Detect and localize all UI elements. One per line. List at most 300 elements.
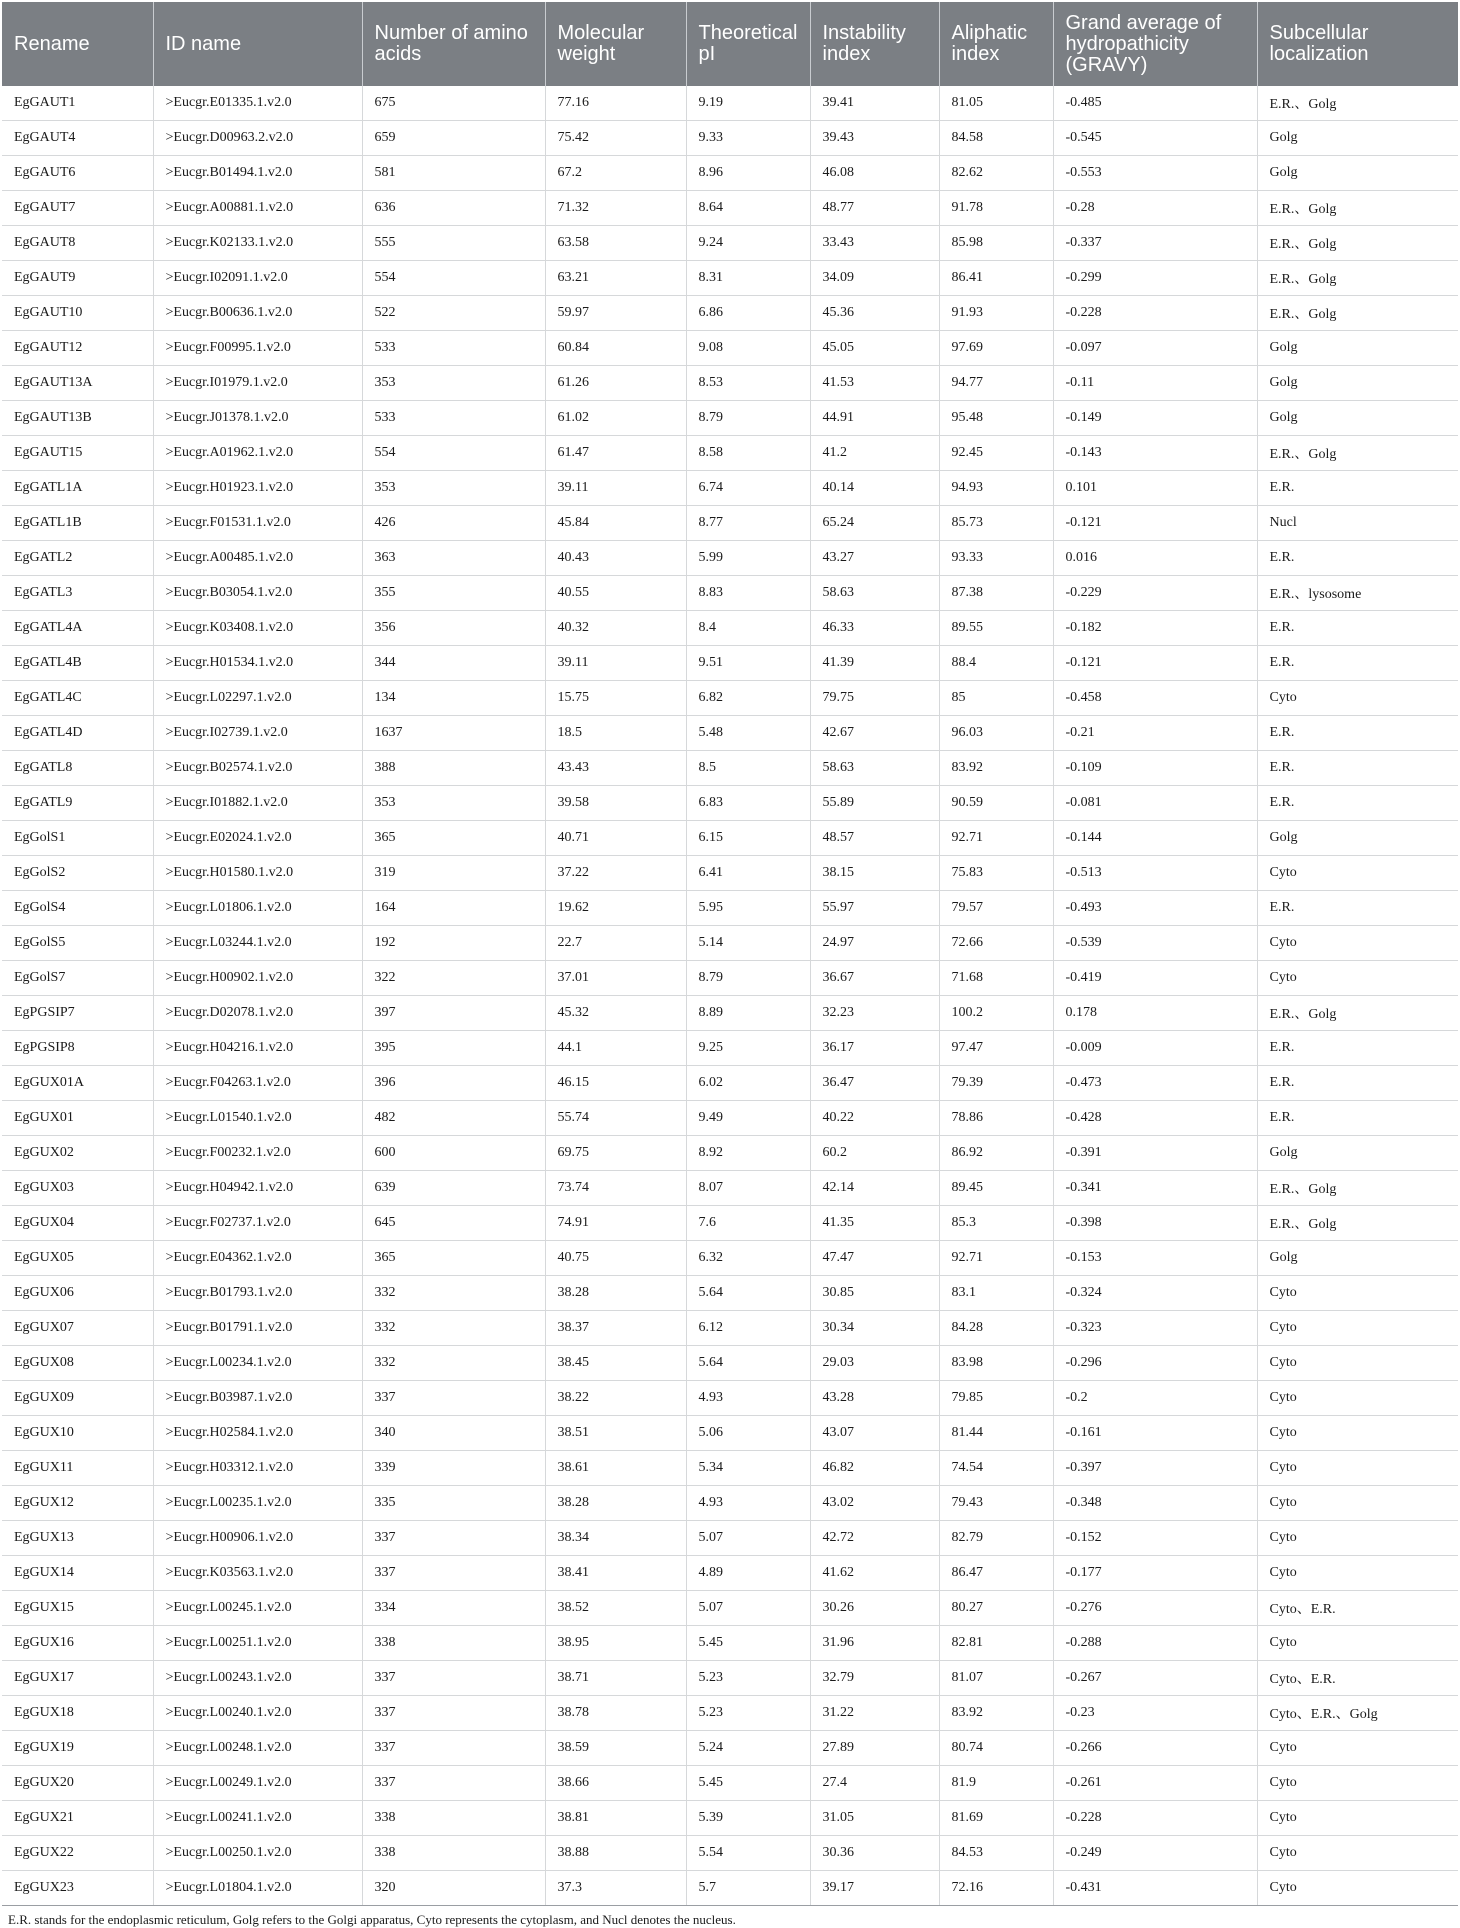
- table-cell: EgGUX08: [2, 1346, 153, 1381]
- table-cell: 533: [362, 331, 545, 366]
- table-cell: >Eucgr.H01580.1.v2.0: [153, 856, 362, 891]
- table-cell: 397: [362, 996, 545, 1031]
- table-cell: 83.1: [939, 1276, 1053, 1311]
- table-cell: Golg: [1257, 401, 1458, 436]
- table-cell: >Eucgr.L00251.1.v2.0: [153, 1626, 362, 1661]
- table-cell: EgGUX13: [2, 1521, 153, 1556]
- table-cell: EgGATL3: [2, 576, 153, 611]
- table-cell: >Eucgr.H02584.1.v2.0: [153, 1416, 362, 1451]
- table-cell: 90.59: [939, 786, 1053, 821]
- table-cell: 75.83: [939, 856, 1053, 891]
- table-cell: 8.92: [686, 1136, 810, 1171]
- table-cell: 5.64: [686, 1276, 810, 1311]
- table-cell: 83.92: [939, 751, 1053, 786]
- table-cell: 9.24: [686, 226, 810, 261]
- table-cell: -0.323: [1053, 1311, 1257, 1346]
- table-cell: -0.2: [1053, 1381, 1257, 1416]
- table-cell: 74.91: [545, 1206, 686, 1241]
- table-cell: E.R.: [1257, 1066, 1458, 1101]
- table-cell: E.R.: [1257, 716, 1458, 751]
- table-cell: >Eucgr.L01806.1.v2.0: [153, 891, 362, 926]
- table-cell: 365: [362, 1241, 545, 1276]
- table-cell: E.R.、Golg: [1257, 1206, 1458, 1241]
- table-cell: 581: [362, 156, 545, 191]
- table-cell: 38.59: [545, 1731, 686, 1766]
- table-cell: 45.36: [810, 296, 939, 331]
- table-cell: -0.249: [1053, 1836, 1257, 1871]
- table-cell: Cyto: [1257, 856, 1458, 891]
- table-cell: -0.228: [1053, 1801, 1257, 1836]
- table-cell: 39.17: [810, 1871, 939, 1906]
- table-row: [2, 1486, 1458, 1521]
- table-cell: 94.77: [939, 366, 1053, 401]
- table-cell: 77.16: [545, 86, 686, 121]
- table-row: [2, 86, 1458, 121]
- table-cell: 332: [362, 1276, 545, 1311]
- table-cell: >Eucgr.B02574.1.v2.0: [153, 751, 362, 786]
- table-cell: -0.485: [1053, 86, 1257, 121]
- table-cell: 43.07: [810, 1416, 939, 1451]
- table-cell: >Eucgr.K03408.1.v2.0: [153, 611, 362, 646]
- table-cell: -0.337: [1053, 226, 1257, 261]
- header-row: [2, 2, 1458, 86]
- table-cell: 81.44: [939, 1416, 1053, 1451]
- table-cell: >Eucgr.F01531.1.v2.0: [153, 506, 362, 541]
- table-cell: 6.82: [686, 681, 810, 716]
- table-cell: 334: [362, 1591, 545, 1626]
- table-cell: >Eucgr.B03054.1.v2.0: [153, 576, 362, 611]
- table-cell: 38.95: [545, 1626, 686, 1661]
- table-cell: EgGAUT10: [2, 296, 153, 331]
- table-cell: EgPGSIP7: [2, 996, 153, 1031]
- table-cell: >Eucgr.H00906.1.v2.0: [153, 1521, 362, 1556]
- table-cell: Golg: [1257, 156, 1458, 191]
- table-cell: 344: [362, 646, 545, 681]
- table-row: [2, 366, 1458, 401]
- table-cell: EgGATL1B: [2, 506, 153, 541]
- table-cell: 65.24: [810, 506, 939, 541]
- table-cell: -0.21: [1053, 716, 1257, 751]
- table-cell: 83.98: [939, 1346, 1053, 1381]
- table-row: [2, 786, 1458, 821]
- table-cell: EgGUX06: [2, 1276, 153, 1311]
- table-cell: 59.97: [545, 296, 686, 331]
- table-cell: 86.47: [939, 1556, 1053, 1591]
- table-cell: 85.3: [939, 1206, 1053, 1241]
- table-cell: 38.81: [545, 1801, 686, 1836]
- table-cell: -0.324: [1053, 1276, 1257, 1311]
- table-cell: 5.48: [686, 716, 810, 751]
- table-cell: 72.16: [939, 1871, 1053, 1906]
- table-cell: EgGATL1A: [2, 471, 153, 506]
- table-cell: 87.38: [939, 576, 1053, 611]
- table-cell: -0.428: [1053, 1101, 1257, 1136]
- table-cell: 8.79: [686, 961, 810, 996]
- table-cell: 84.58: [939, 121, 1053, 156]
- table-row: [2, 401, 1458, 436]
- table-cell: EgGAUT15: [2, 436, 153, 471]
- table-cell: >Eucgr.I02091.1.v2.0: [153, 261, 362, 296]
- table-cell: 48.77: [810, 191, 939, 226]
- table-cell: -0.398: [1053, 1206, 1257, 1241]
- table-cell: 6.02: [686, 1066, 810, 1101]
- table-cell: -0.153: [1053, 1241, 1257, 1276]
- table-cell: 555: [362, 226, 545, 261]
- table-cell: EgGUX12: [2, 1486, 153, 1521]
- table-cell: 39.11: [545, 471, 686, 506]
- table-cell: Golg: [1257, 1241, 1458, 1276]
- table-cell: 0.016: [1053, 541, 1257, 576]
- table-cell: -0.121: [1053, 506, 1257, 541]
- table-cell: 83.92: [939, 1696, 1053, 1731]
- table-cell: Cyto: [1257, 1521, 1458, 1556]
- table-cell: 353: [362, 471, 545, 506]
- table-cell: 85: [939, 681, 1053, 716]
- table-cell: Cyto: [1257, 1486, 1458, 1521]
- table-cell: 36.17: [810, 1031, 939, 1066]
- table-cell: 80.27: [939, 1591, 1053, 1626]
- table-cell: 42.72: [810, 1521, 939, 1556]
- table-cell: -0.473: [1053, 1066, 1257, 1101]
- table-cell: EgGAUT6: [2, 156, 153, 191]
- table-cell: E.R.、Golg: [1257, 191, 1458, 226]
- table-cell: 58.63: [810, 576, 939, 611]
- table-cell: -0.109: [1053, 751, 1257, 786]
- table-cell: 1637: [362, 716, 545, 751]
- table-cell: 5.23: [686, 1661, 810, 1696]
- table-cell: 38.78: [545, 1696, 686, 1731]
- table-cell: 645: [362, 1206, 545, 1241]
- table-cell: 39.41: [810, 86, 939, 121]
- table-cell: EgGATL4A: [2, 611, 153, 646]
- table-cell: E.R.: [1257, 786, 1458, 821]
- table-cell: 337: [362, 1556, 545, 1591]
- table-cell: 337: [362, 1661, 545, 1696]
- table-cell: Cyto: [1257, 1556, 1458, 1591]
- table-cell: 356: [362, 611, 545, 646]
- table-cell: >Eucgr.H04942.1.v2.0: [153, 1171, 362, 1206]
- column-header: Subcellular localization: [1257, 2, 1458, 86]
- table-cell: 9.33: [686, 121, 810, 156]
- table-row: [2, 1766, 1458, 1801]
- table-cell: 37.3: [545, 1871, 686, 1906]
- table-row: [2, 1276, 1458, 1311]
- table-cell: 72.66: [939, 926, 1053, 961]
- table-cell: EgGUX09: [2, 1381, 153, 1416]
- column-header: Grand average of hydropathicity (GRAVY): [1053, 2, 1257, 86]
- table-cell: 22.7: [545, 926, 686, 961]
- table-cell: >Eucgr.L00234.1.v2.0: [153, 1346, 362, 1381]
- table-cell: 38.28: [545, 1486, 686, 1521]
- table-cell: 81.05: [939, 86, 1053, 121]
- table-cell: 6.32: [686, 1241, 810, 1276]
- table-row: [2, 1241, 1458, 1276]
- table-cell: >Eucgr.F00232.1.v2.0: [153, 1136, 362, 1171]
- table-cell: -0.229: [1053, 576, 1257, 611]
- table-header: [2, 2, 1458, 86]
- table-cell: 388: [362, 751, 545, 786]
- table-cell: 32.23: [810, 996, 939, 1031]
- table-cell: 46.82: [810, 1451, 939, 1486]
- table-cell: -0.348: [1053, 1486, 1257, 1521]
- table-cell: EgGUX05: [2, 1241, 153, 1276]
- table-cell: 353: [362, 786, 545, 821]
- table-cell: >Eucgr.K02133.1.v2.0: [153, 226, 362, 261]
- table-row: [2, 856, 1458, 891]
- table-cell: >Eucgr.A00485.1.v2.0: [153, 541, 362, 576]
- table-cell: 74.54: [939, 1451, 1053, 1486]
- table-row: [2, 1416, 1458, 1451]
- table-cell: >Eucgr.B01793.1.v2.0: [153, 1276, 362, 1311]
- table-cell: 91.93: [939, 296, 1053, 331]
- table-cell: Cyto、E.R.、Golg: [1257, 1696, 1458, 1731]
- table-cell: 4.93: [686, 1381, 810, 1416]
- table-cell: -0.397: [1053, 1451, 1257, 1486]
- table-cell: EgGUX23: [2, 1871, 153, 1906]
- table-cell: 8.5: [686, 751, 810, 786]
- table-cell: EgGolS7: [2, 961, 153, 996]
- table-row: [2, 121, 1458, 156]
- table-cell: 332: [362, 1346, 545, 1381]
- table-cell: 5.07: [686, 1521, 810, 1556]
- table-cell: 31.05: [810, 1801, 939, 1836]
- table-cell: 79.39: [939, 1066, 1053, 1101]
- table-cell: 37.01: [545, 961, 686, 996]
- table-cell: E.R.、Golg: [1257, 86, 1458, 121]
- table-cell: 81.07: [939, 1661, 1053, 1696]
- table-cell: 332: [362, 1311, 545, 1346]
- table-cell: EgGUX14: [2, 1556, 153, 1591]
- table-cell: 337: [362, 1521, 545, 1556]
- table-cell: 95.48: [939, 401, 1053, 436]
- table-cell: Golg: [1257, 366, 1458, 401]
- table-cell: >Eucgr.L00250.1.v2.0: [153, 1836, 362, 1871]
- table-cell: 363: [362, 541, 545, 576]
- table-cell: 639: [362, 1171, 545, 1206]
- table-cell: EgGAUT4: [2, 121, 153, 156]
- table-row: [2, 471, 1458, 506]
- table-cell: >Eucgr.I01882.1.v2.0: [153, 786, 362, 821]
- table-cell: 27.4: [810, 1766, 939, 1801]
- table-cell: 636: [362, 191, 545, 226]
- table-container: [2, 2, 1458, 1928]
- table-cell: 8.4: [686, 611, 810, 646]
- table-cell: 31.22: [810, 1696, 939, 1731]
- table-cell: 18.5: [545, 716, 686, 751]
- table-row: [2, 506, 1458, 541]
- table-cell: Nucl: [1257, 506, 1458, 541]
- table-cell: 355: [362, 576, 545, 611]
- table-cell: EgGATL2: [2, 541, 153, 576]
- table-cell: 97.47: [939, 1031, 1053, 1066]
- table-cell: >Eucgr.B00636.1.v2.0: [153, 296, 362, 331]
- table-cell: 337: [362, 1766, 545, 1801]
- table-row: [2, 156, 1458, 191]
- table-cell: Cyto: [1257, 681, 1458, 716]
- table-cell: 84.53: [939, 1836, 1053, 1871]
- table-cell: 40.43: [545, 541, 686, 576]
- table-cell: 38.41: [545, 1556, 686, 1591]
- table-cell: -0.545: [1053, 121, 1257, 156]
- table-cell: 659: [362, 121, 545, 156]
- table-cell: 522: [362, 296, 545, 331]
- table-cell: 6.74: [686, 471, 810, 506]
- table-cell: 45.05: [810, 331, 939, 366]
- table-row: [2, 1801, 1458, 1836]
- table-cell: 79.57: [939, 891, 1053, 926]
- column-header: Theoretical pI: [686, 2, 810, 86]
- table-cell: -0.152: [1053, 1521, 1257, 1556]
- table-cell: 69.75: [545, 1136, 686, 1171]
- table-cell: 46.33: [810, 611, 939, 646]
- table-cell: >Eucgr.L00243.1.v2.0: [153, 1661, 362, 1696]
- table-cell: 38.88: [545, 1836, 686, 1871]
- table-cell: 337: [362, 1731, 545, 1766]
- table-cell: >Eucgr.H04216.1.v2.0: [153, 1031, 362, 1066]
- table-cell: E.R.: [1257, 1101, 1458, 1136]
- table-row: [2, 1731, 1458, 1766]
- table-row: [2, 716, 1458, 751]
- table-cell: 63.21: [545, 261, 686, 296]
- table-cell: E.R.、Golg: [1257, 436, 1458, 471]
- table-cell: >Eucgr.H00902.1.v2.0: [153, 961, 362, 996]
- table-cell: 85.98: [939, 226, 1053, 261]
- table-cell: >Eucgr.B01494.1.v2.0: [153, 156, 362, 191]
- table-cell: 15.75: [545, 681, 686, 716]
- table-cell: 32.79: [810, 1661, 939, 1696]
- table-cell: 38.51: [545, 1416, 686, 1451]
- table-cell: Golg: [1257, 1136, 1458, 1171]
- table-cell: Cyto: [1257, 1311, 1458, 1346]
- table-cell: 9.25: [686, 1031, 810, 1066]
- table-cell: 395: [362, 1031, 545, 1066]
- table-cell: -0.296: [1053, 1346, 1257, 1381]
- table-cell: 30.34: [810, 1311, 939, 1346]
- table-cell: >Eucgr.A00881.1.v2.0: [153, 191, 362, 226]
- table-cell: EgGUX01A: [2, 1066, 153, 1101]
- table-cell: >Eucgr.L00235.1.v2.0: [153, 1486, 362, 1521]
- table-cell: >Eucgr.L00249.1.v2.0: [153, 1766, 362, 1801]
- table-row: [2, 611, 1458, 646]
- table-cell: 533: [362, 401, 545, 436]
- table-cell: -0.144: [1053, 821, 1257, 856]
- table-cell: Cyto: [1257, 1626, 1458, 1661]
- table-cell: 84.28: [939, 1311, 1053, 1346]
- table-row: [2, 1626, 1458, 1661]
- table-row: [2, 891, 1458, 926]
- table-cell: >Eucgr.E04362.1.v2.0: [153, 1241, 362, 1276]
- table-cell: -0.391: [1053, 1136, 1257, 1171]
- table-cell: 93.33: [939, 541, 1053, 576]
- table-cell: 38.34: [545, 1521, 686, 1556]
- table-cell: EgGUX15: [2, 1591, 153, 1626]
- gene-properties-table: [2, 2, 1458, 1906]
- table-cell: 55.97: [810, 891, 939, 926]
- table-cell: -0.458: [1053, 681, 1257, 716]
- table-cell: >Eucgr.F00995.1.v2.0: [153, 331, 362, 366]
- table-cell: >Eucgr.E01335.1.v2.0: [153, 86, 362, 121]
- table-cell: 61.02: [545, 401, 686, 436]
- table-cell: E.R.、Golg: [1257, 261, 1458, 296]
- table-cell: E.R.: [1257, 541, 1458, 576]
- table-cell: 41.53: [810, 366, 939, 401]
- table-cell: -0.228: [1053, 296, 1257, 331]
- table-cell: -0.177: [1053, 1556, 1257, 1591]
- table-cell: 86.92: [939, 1136, 1053, 1171]
- table-cell: -0.288: [1053, 1626, 1257, 1661]
- table-cell: 81.9: [939, 1766, 1053, 1801]
- table-cell: 38.45: [545, 1346, 686, 1381]
- table-cell: -0.081: [1053, 786, 1257, 821]
- table-cell: 41.2: [810, 436, 939, 471]
- column-header: Number of amino acids: [362, 2, 545, 86]
- table-cell: 396: [362, 1066, 545, 1101]
- table-cell: 60.84: [545, 331, 686, 366]
- table-cell: 5.64: [686, 1346, 810, 1381]
- table-cell: 43.28: [810, 1381, 939, 1416]
- table-cell: 82.81: [939, 1626, 1053, 1661]
- table-cell: EgGAUT9: [2, 261, 153, 296]
- table-cell: -0.493: [1053, 891, 1257, 926]
- table-cell: >Eucgr.K03563.1.v2.0: [153, 1556, 362, 1591]
- table-cell: 82.79: [939, 1521, 1053, 1556]
- table-cell: 67.2: [545, 156, 686, 191]
- table-row: [2, 1381, 1458, 1416]
- table-cell: 81.69: [939, 1801, 1053, 1836]
- table-cell: EgGolS1: [2, 821, 153, 856]
- table-row: [2, 261, 1458, 296]
- table-row: [2, 1661, 1458, 1696]
- table-cell: 8.07: [686, 1171, 810, 1206]
- table-cell: -0.121: [1053, 646, 1257, 681]
- table-cell: 6.83: [686, 786, 810, 821]
- table-cell: -0.513: [1053, 856, 1257, 891]
- table-cell: -0.261: [1053, 1766, 1257, 1801]
- table-cell: -0.266: [1053, 1731, 1257, 1766]
- table-cell: 92.71: [939, 1241, 1053, 1276]
- table-cell: 39.58: [545, 786, 686, 821]
- table-cell: EgGUX17: [2, 1661, 153, 1696]
- table-cell: Cyto: [1257, 961, 1458, 996]
- table-cell: 89.45: [939, 1171, 1053, 1206]
- table-cell: 38.71: [545, 1661, 686, 1696]
- table-cell: E.R.: [1257, 891, 1458, 926]
- table-cell: 353: [362, 366, 545, 401]
- table-cell: >Eucgr.B03987.1.v2.0: [153, 1381, 362, 1416]
- table-cell: 40.14: [810, 471, 939, 506]
- table-cell: EgGUX19: [2, 1731, 153, 1766]
- table-cell: 337: [362, 1381, 545, 1416]
- table-cell: 94.93: [939, 471, 1053, 506]
- table-row: [2, 1696, 1458, 1731]
- table-cell: 39.11: [545, 646, 686, 681]
- table-row: [2, 436, 1458, 471]
- table-row: [2, 331, 1458, 366]
- table-cell: EgGolS4: [2, 891, 153, 926]
- table-cell: 91.78: [939, 191, 1053, 226]
- table-cell: Golg: [1257, 331, 1458, 366]
- table-cell: 29.03: [810, 1346, 939, 1381]
- table-cell: >Eucgr.L02297.1.v2.0: [153, 681, 362, 716]
- table-cell: 41.62: [810, 1556, 939, 1591]
- table-cell: EgGUX04: [2, 1206, 153, 1241]
- table-cell: >Eucgr.D02078.1.v2.0: [153, 996, 362, 1031]
- table-cell: 9.49: [686, 1101, 810, 1136]
- table-cell: EgGUX07: [2, 1311, 153, 1346]
- table-row: [2, 1346, 1458, 1381]
- table-cell: 8.79: [686, 401, 810, 436]
- table-cell: 38.66: [545, 1766, 686, 1801]
